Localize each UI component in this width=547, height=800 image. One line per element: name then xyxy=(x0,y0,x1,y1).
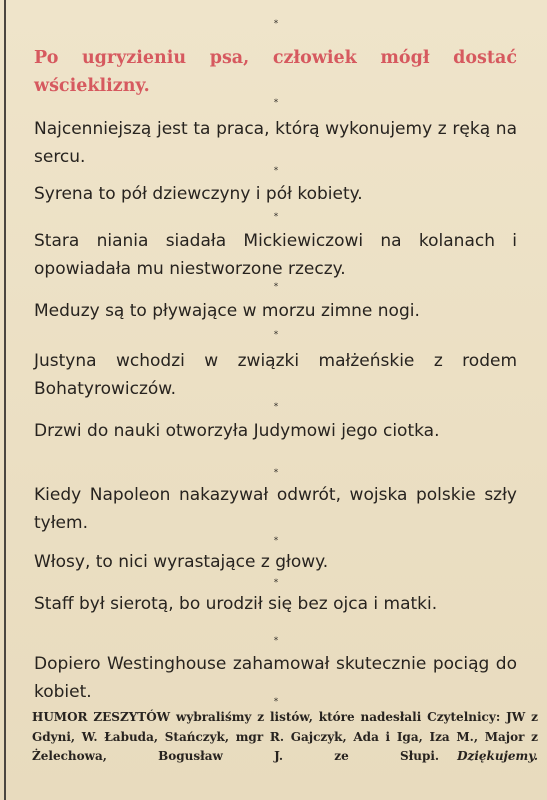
separator-star: * xyxy=(273,536,279,546)
joke-item: Staff był sierotą, bo urodził się bez ojca i matki. xyxy=(34,594,438,614)
headline: Po ugryzieniu psa, człowiek mógł dostać wścieklizny. xyxy=(34,48,517,96)
joke-item: Najcenniejszą jest ta praca, którą wykonujemy z ręką na sercu. xyxy=(34,119,517,167)
separator-star: * xyxy=(273,166,279,176)
joke-item: Syrena to pół dziewczyny i pół kobiety. xyxy=(34,184,363,204)
joke-item: Włosy, to nici wyrastające z głowy. xyxy=(34,552,329,572)
column-rule xyxy=(4,0,6,800)
separator-star: * xyxy=(273,468,279,478)
joke-item: Kiedy Napoleon nakazywał odwrót, wojska polskie szły tyłem. xyxy=(34,485,517,533)
joke-item: Dopiero Westinghouse zahamował skutecznie pociąg do kobiet. xyxy=(34,654,517,702)
separator-star: * xyxy=(273,212,279,222)
separator-star: * xyxy=(273,282,279,292)
humor-column xyxy=(22,0,538,800)
separator-star: * xyxy=(273,402,279,412)
separator-star: * xyxy=(273,578,279,588)
separator-star: * xyxy=(273,636,279,646)
joke-item: Stara niania siadała Mickiewiczowi na kolanach i opowiadała mu niestworzone rzeczy. xyxy=(34,231,517,279)
joke-item: Drzwi do nauki otworzyła Judymowi jego ciotka. xyxy=(34,421,440,441)
credits-text: HUMOR ZESZYTÓW wybraliśmy z listów, które nadesłali Czytelnicy: JW z Gdyni, W. Łabuda, Stańczyk, mgr R. Gajczyk, Ada i Iga, Iza M., Major z Żelechowa, Bogusław J. ze Słupi. xyxy=(32,710,538,763)
separator-star: * xyxy=(273,330,279,340)
joke-item: Meduzy są to pływające w morzu zimne nogi. xyxy=(34,301,420,321)
separator-star: * xyxy=(273,98,279,108)
joke-item: Justyna wchodzi w związki małżeńskie z rodem Bohatyrowiczów. xyxy=(34,351,517,399)
reader-credits xyxy=(32,708,538,767)
separator-star: * xyxy=(273,697,279,707)
credits-thanks: Dziękujemy. xyxy=(457,749,538,763)
separator-star: * xyxy=(273,19,279,29)
